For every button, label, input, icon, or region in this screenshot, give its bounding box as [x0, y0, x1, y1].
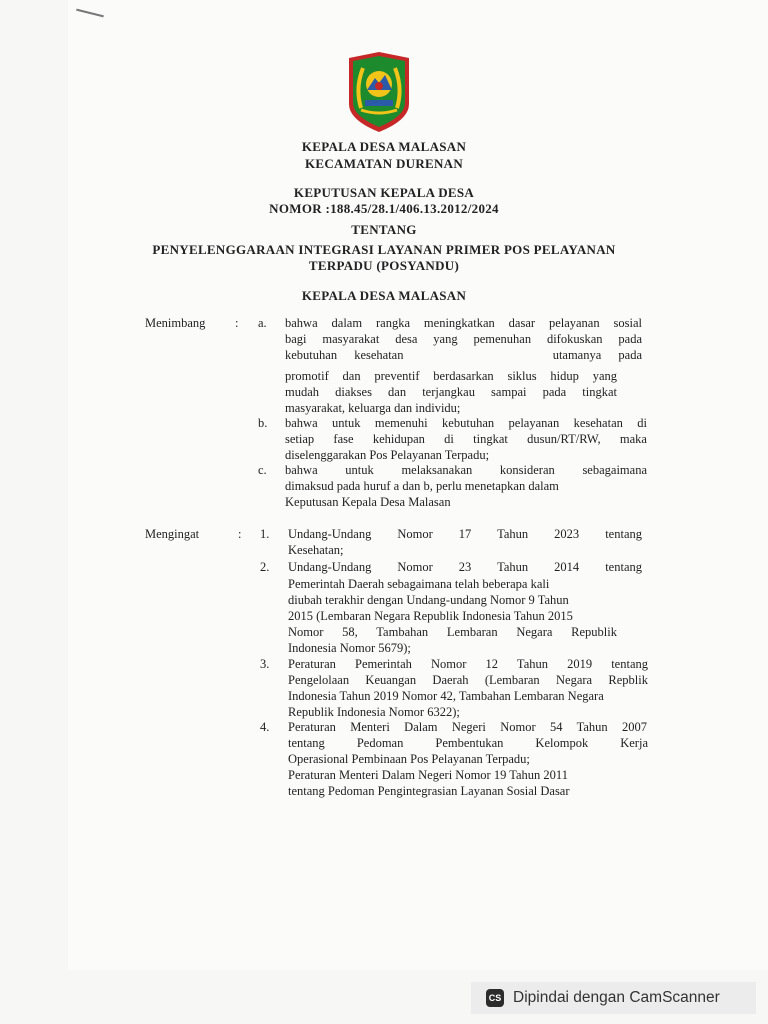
text-line: tentang Pedoman Pengintegrasian Layanan Sosial Dasar — [288, 784, 570, 798]
text-line: Nomor 58, Tambahan Lembaran Negara Republik — [288, 625, 617, 639]
text-line: Peraturan Pemerintah Nomor 12 Tahun 2019 tentang — [288, 657, 648, 671]
text-line: dimaksud pada huruf a dan b, perlu menetapkan dalam — [285, 479, 559, 493]
text-fragment: kebutuhan kesehatan — [285, 348, 404, 362]
text-line: Undang-Undang Nomor 23 Tahun 2014 tentang — [288, 560, 642, 574]
text-line: Republik Indonesia Nomor 6322); — [288, 705, 460, 719]
text-line: Kesehatan; — [288, 543, 344, 557]
section-label-menimbang: Menimbang — [145, 316, 206, 330]
text-line: diselenggarakan Pos Pelayanan Terpadu; — [285, 448, 490, 462]
decree-about: TENTANG — [351, 222, 417, 237]
text-line: 2015 (Lembaran Negara Republik Indonesia Tahun 2015 — [288, 609, 573, 623]
decree-subject-line1: PENYELENGGARAAN INTEGRASI LAYANAN PRIMER POS PELAYANAN — [152, 242, 616, 257]
text-line: Indonesia Tahun 2019 Nomor 42, Tambahan Lembaran Negara — [288, 689, 604, 703]
section-colon: : — [238, 527, 242, 541]
item-marker: b. — [258, 416, 268, 430]
camscanner-icon: CS — [486, 989, 504, 1007]
item-marker: 3. — [260, 657, 270, 671]
decree-title: KEPUTUSAN KEPALA DESA — [293, 185, 475, 200]
decree-subject-line2: TERPADU (POSYANDU) — [308, 258, 460, 273]
camscanner-text: Dipindai dengan CamScanner — [513, 989, 720, 1006]
text-line: Undang-Undang Nomor 17 Tahun 2023 tentang — [288, 527, 642, 541]
text-line: bahwa dalam rangka meningkatkan dasar pelayanan sosial — [285, 316, 642, 330]
text-line: mudah diakses dan terjangkau sampai pada tingkat — [285, 385, 617, 399]
letterhead-title: KEPALA DESA MALASAN — [301, 139, 467, 154]
text-fragment: utamanya pada — [552, 348, 642, 362]
text-line: Operasional Pembinaan Pos Pelayanan Terpadu; — [288, 752, 530, 766]
text-line: Pemerintah Daerah sebagaimana telah beberapa kali — [288, 577, 550, 591]
text-line: masyarakat, keluarga dan individu; — [285, 401, 461, 415]
text-line — [285, 348, 642, 363]
text-line: Peraturan Menteri Dalam Negeri Nomor 54 Tahun 2007 — [288, 720, 647, 734]
text-line: promotif dan preventif berdasarkan siklus hidup yang — [285, 369, 617, 383]
camscanner-watermark — [471, 982, 756, 1014]
text-line: Peraturan Menteri Dalam Negeri Nomor 19 Tahun 2011 — [288, 768, 568, 782]
item-marker: 4. — [260, 720, 270, 734]
decree-number: NOMOR :188.45/28.1/406.13.2012/2024 — [269, 201, 499, 216]
text-line: Indonesia Nomor 5679); — [288, 641, 411, 655]
item-marker: 2. — [260, 560, 270, 574]
text-line: Keputusan Kepala Desa Malasan — [285, 495, 451, 509]
text-line: Pengelolaan Keuangan Daerah (Lembaran Negara Repblik — [288, 673, 648, 687]
text-line: diubah terakhir dengan Undang-undang Nomor 9 Tahun — [288, 593, 569, 607]
item-marker: a. — [258, 316, 267, 330]
item-marker: c. — [258, 463, 267, 477]
text-line: bagi masyarakat desa yang pemenuhan difokuskan pada — [285, 332, 642, 346]
decree-issuer: KEPALA DESA MALASAN — [301, 288, 467, 303]
section-colon: : — [235, 316, 239, 330]
letterhead-subtitle: KECAMATAN DURENAN — [304, 156, 464, 171]
section-label-mengingat: Mengingat — [145, 527, 200, 541]
text-line: bahwa untuk melaksanakan konsideran sebagaimana — [285, 463, 647, 477]
text-line: setiap fase kehidupan di tingkat dusun/RT/RW, maka — [285, 432, 647, 446]
item-marker: 1. — [260, 527, 270, 541]
text-line: tentang Pedoman Pembentukan Kelompok Kerja — [288, 736, 648, 750]
text-line: bahwa untuk memenuhi kebutuhan pelayanan kesehatan di — [285, 416, 647, 430]
village-emblem-logo — [345, 50, 413, 134]
